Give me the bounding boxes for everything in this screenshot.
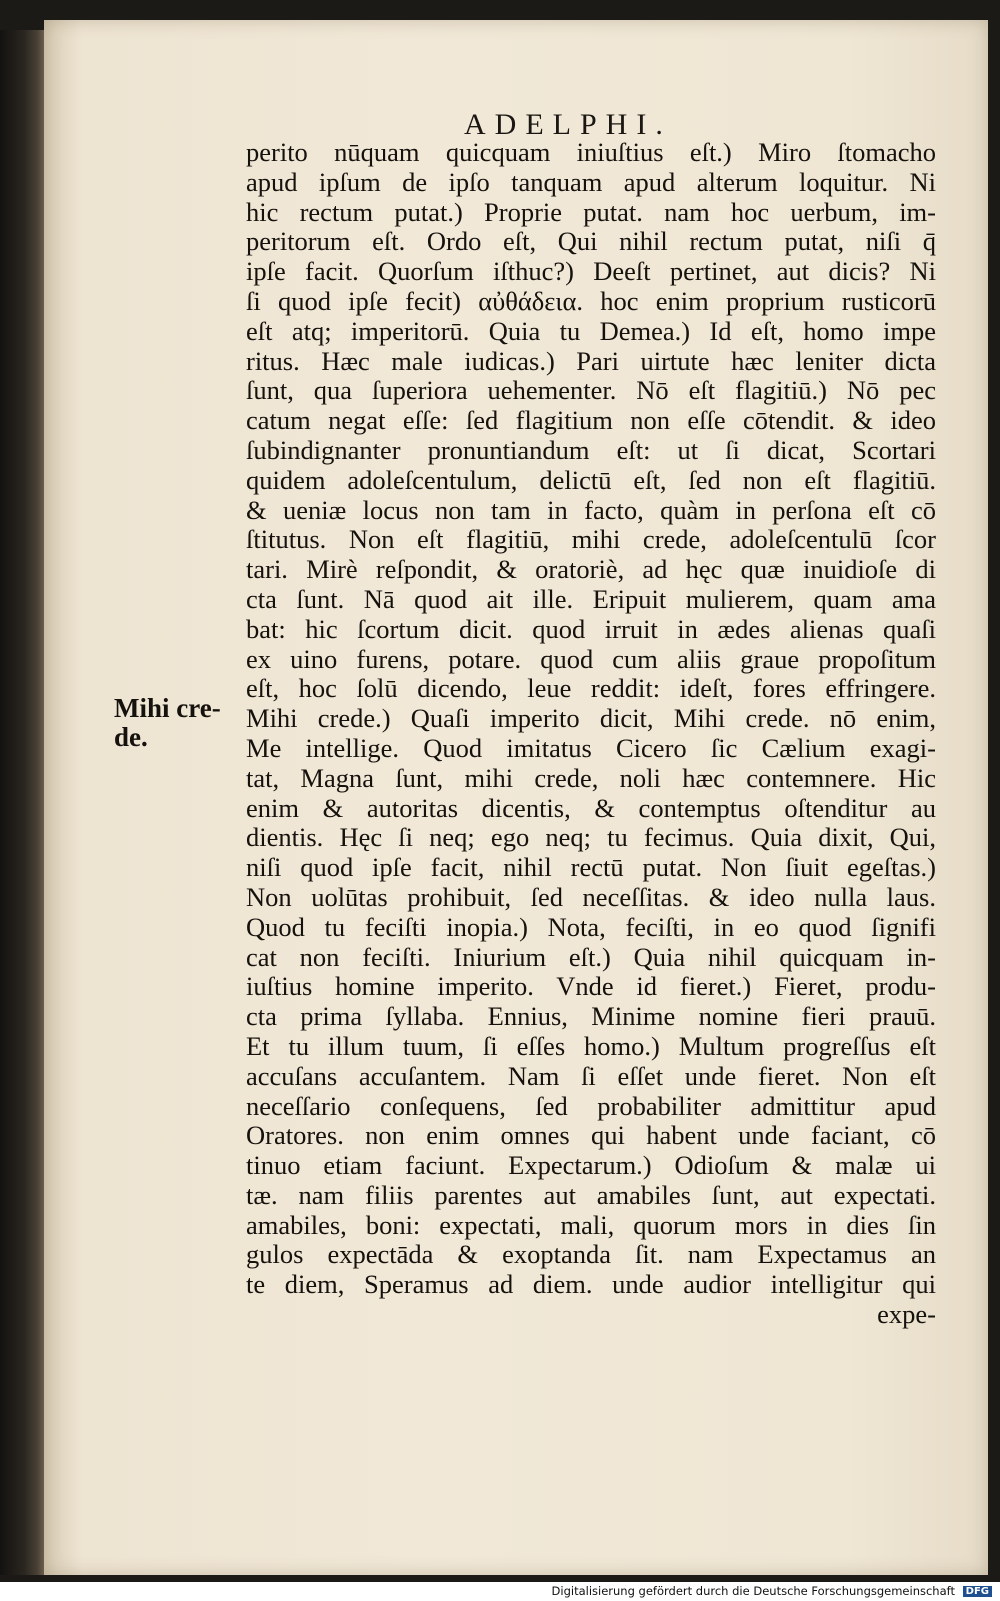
text-line: gulos expectāda & exoptanda ſit. nam Expectamus an (246, 1240, 936, 1270)
text-line: ſunt, qua ſuperiora uehementer. Nō eſt flagitiū.) Nō pec (246, 376, 936, 406)
text-line: ſubindignanter pronuntiandum eſt: ut ſi dicat, Scortari (246, 435, 936, 465)
text-line: accuſans accuſantem. Nam ſi eſſet unde fieret. Non eſt (246, 1061, 936, 1091)
digitization-credit (552, 1584, 992, 1598)
text-line: cta prima ſyllaba. Ennius, Minime nomine fieri prauū. (246, 1002, 936, 1032)
text-line: eſt, hoc ſolū dicendo, leue reddit: ideſt, fores effringere. (246, 674, 936, 704)
text-line: tari. Mirè reſpondit, & oratoriè, ad hęc quæ inuidioſe di (246, 555, 936, 585)
text-line: neceſſario conſequens, ſed probabiliter admittitur apud (246, 1091, 936, 1121)
text-line: niſi quod ipſe facit, nihil rectū putat. Non ſiuit egeſtas.) (246, 853, 936, 883)
text-line: Mihi crede.) Quaſi imperito dicit, Mihi crede. nō enim, (246, 704, 936, 734)
text-line: Oratores. non enim omnes qui habent unde faciant, cō (246, 1121, 936, 1151)
text-line: ſi quod ipſe fecit) αὐθάδεια. hoc enim proprium rusticorū (246, 286, 936, 316)
text-line: cat non feciſti. Iniurium eſt.) Quia nihil quicquam in- (246, 942, 936, 972)
text-line: & ueniæ locus non tam in facto, quàm in perſona eſt cō (246, 495, 936, 525)
text-line: Quod tu feciſti inopia.) Nota, feciſti, in eo quod ſignifi (246, 912, 936, 942)
marginal-note: Mihi cre- de. (114, 693, 221, 752)
text-line: quidem adoleſcentulum, delictū eſt, ſed non eſt flagitiū. (246, 465, 936, 495)
text-line: amabiles, boni: expectati, mali, quorum mors in dies ſin (246, 1210, 936, 1240)
text-line: catum negat eſſe: ſed flagitium non eſſe cōtendit. & ideo (246, 406, 936, 436)
text-line: ipſe facit. Quorſum iſthuc?) Deeſt pertinet, aut dicis? Ni (246, 257, 936, 287)
text-line: te diem, Speramus ad diem. unde audior intelligitur qui (246, 1270, 936, 1300)
text-line: Me intellige. Quod imitatus Cicero ſic Cælium exagi- (246, 733, 936, 763)
text-line: expe- (877, 1300, 936, 1330)
text-line: iuſtius homine imperito. Vnde id fieret.) Fieret, produ- (246, 972, 936, 1002)
text-line: cta ſunt. Nā quod ait ille. Eripuit mulierem, quam ama (246, 584, 936, 614)
book-spine (0, 30, 44, 1575)
text-line: tinuo etiam faciunt. Expectarum.) Odioſum & malæ ui (246, 1151, 936, 1181)
text-line: ex uino furens, potare. quod cum aliis graue propoſitum (246, 644, 936, 674)
text-line: enim & autoritas dicentis, & contemptus oſtenditur au (246, 793, 936, 823)
text-line: Non uolūtas prohibuit, ſed neceſſitas. & ideo nulla laus. (246, 882, 936, 912)
text-line: eſt atq; imperitorū. Quia tu Demea.) Id eſt, homo impe (246, 316, 936, 346)
text-line: tat, Magna ſunt, mihi crede, noli hæc contemnere. Hic (246, 763, 936, 793)
text-line: ritus. Hæc male iudicas.) Pari uirtute hæc leniter dicta (246, 346, 936, 376)
text-line: Et tu illum tuum, ſi eſſes homo.) Multum progreſſus eſt (246, 1031, 936, 1061)
text-line: perito nūquam quicquam iniuſtius eſt.) Miro ſtomacho (246, 138, 936, 167)
text-line: tæ. nam filiis parentes aut amabiles ſunt, aut expectati. (246, 1180, 936, 1210)
text-line: bat: hic ſcortum dicit. quod irruit in ædes alienas quaſi (246, 614, 936, 644)
text-line: dientis. Hęc ſi neq; ego neq; tu fecimus. Quia dixit, Qui, (246, 823, 936, 853)
dfg-logo: DFG (963, 1586, 992, 1597)
text-line: hic rectum putat.) Proprie putat. nam hoc uerbum, im- (246, 197, 936, 227)
text-line: ſtitutus. Non eſt flagitiū, mihi crede, adoleſcentulū ſcor (246, 525, 936, 555)
text-line: peritorum eſt. Ordo eſt, Qui nihil rectum putat, niſi q̄ (246, 227, 936, 257)
main-text-block (246, 138, 936, 1330)
text-line: apud ipſum de ipſo tanquam apud alterum loquitur. Ni (246, 167, 936, 197)
running-head: ADELPHI. (464, 108, 672, 141)
credit-text: Digitalisierung gefördert durch die Deutsche Forschungsgemeinschaft (551, 1584, 955, 1598)
book-page (44, 20, 988, 1575)
